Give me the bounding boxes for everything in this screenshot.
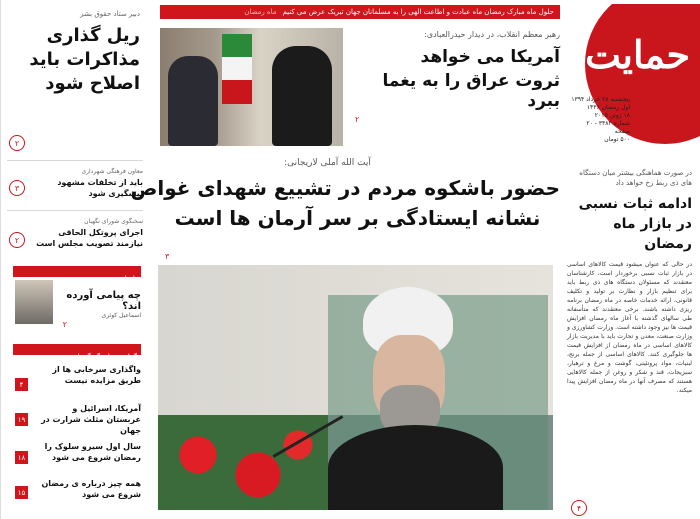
main-story-page[interactable]: ۳ [165, 252, 170, 261]
note-page[interactable]: ۲ [62, 320, 67, 329]
main-story-kicker: آیت الله آملی لاریجانی: [284, 158, 371, 168]
note-header [13, 266, 141, 283]
reports-label: گزارش ها و گفتگوها [77, 353, 137, 361]
top-story-page[interactable]: ۲ [355, 115, 360, 124]
right-column [563, 160, 700, 519]
flag [222, 34, 252, 104]
note-author: اسماعیل کوثری [101, 312, 141, 319]
brief-2 [31, 218, 143, 249]
ticker-text: حلول ماه مبارک رمضان ماه عبادت و اطاعت الهی را به مسلمانان جهان تبریک عرض می کنیم [282, 8, 554, 16]
top-story-photo [160, 28, 343, 146]
editorial-kicker: دبیر ستاد حقوق بشر [80, 10, 140, 18]
right-body: در حالی که عنوان میشود قیمت کالاهای اساسی در بازار ثبات نسبی برخوردار است، کارشناسان معتقدند که مسئولان دستگاه های ذی ربط باید برای تنظیم بازار و نظارت بر تولید و تکلیف قانونی، ارائه خدمات خاصه در ماه رمضان برنامه ریزی داشته باشند. برخی معتقدند که متأسفانه طی سالهای گذشته با آغاز ماه رمضان افزایش قیمت ها نیز وجود داشته است. وزارت کشاورزی و وزارت صنعت، معدن و تجارت باید با مدیریت بازار کالاهای اساسی در ماه رمضان از افزایش قیمت ها جلوگیری کنند. کالاهای اساسی از جمله برنج، لبنیات، مواد پروتئینی، گوشت و مرغ و ترهبار، سبزیجات، قند و شکر و روغن از جمله کالاهایی هستند که مصرف آنها در ماه رمضان افزایش پیدا میکند. [567, 261, 692, 394]
left-column [0, 0, 148, 519]
note-author-photo [15, 280, 53, 324]
brief-1-page[interactable]: ۳ [9, 180, 25, 196]
right-kicker: در صورت هماهنگی بیشتر میان دستگاه های ذی ربط رخ خواهد داد [579, 169, 692, 187]
flowers [158, 415, 328, 510]
person-left [168, 56, 218, 146]
brief-1-kicker: معاون فرهنگی شهرداری [81, 168, 143, 175]
report-text: آمریکا، اسرائیل و عربستان مثلث شرارت در جهان [41, 404, 141, 435]
brief-2-kicker: سخنگوی شورای نگهبان [84, 218, 143, 225]
report-text: همه چیز درباره ی رمضان شروع می شود [41, 479, 141, 499]
date-line-3: ۱۸ ژوئن ۲۰۱۵ [594, 112, 630, 119]
main-story-headline-1: حضور باشکوه مردم در تشییع شهدای غواص [130, 176, 560, 200]
ticker-tail: ماه رمضان [244, 8, 277, 16]
top-story-kicker: رهبر معظم انقلاب، در دیدار حیدرالعبادی: [424, 30, 560, 39]
report-text: واگذاری سرخابی ها از طریق مزایده نیست [52, 365, 141, 385]
right-page[interactable]: ۴ [571, 500, 587, 516]
note-label: یادداشت [112, 275, 137, 283]
report-page: ۱۹ [15, 413, 28, 426]
main-story-photo [158, 265, 553, 510]
note-title[interactable]: چه پیامی آورده اند؟ [66, 290, 141, 312]
brief-2-text[interactable]: اجرای پروتکل الحاقی نیازمند تصویب مجلس است [36, 228, 143, 248]
report-page: ۱۸ [15, 451, 28, 464]
divider [7, 160, 143, 161]
top-story-headline-1: آمریکا می خواهد [420, 47, 560, 67]
top-story [345, 28, 560, 146]
reports-header [13, 344, 141, 361]
main-story [130, 158, 560, 230]
masthead-date-block [570, 96, 630, 144]
brief-1 [31, 168, 143, 199]
speaker-robe [328, 425, 503, 510]
editorial-page[interactable]: ۲ [9, 135, 25, 151]
report-page: ۱۵ [15, 486, 28, 499]
person-right [272, 46, 332, 146]
brief-2-page[interactable]: ۲ [9, 232, 25, 248]
top-story-headline-2: ثروت عراق را به یغما ببرد [382, 71, 560, 111]
report-text: سال اول سیرو سلوک را رمضان شروع می شود [44, 442, 141, 462]
report-item[interactable] [13, 441, 141, 473]
ticker-bar [160, 5, 560, 19]
report-item[interactable] [13, 364, 141, 396]
right-headline: ادامه ثبات نسبی در بازار ماه رمضان [578, 196, 692, 252]
divider [7, 210, 143, 211]
date-line-4: شماره ۳۴۸۲ - ۲۰ صفحه [586, 120, 630, 135]
report-page: ۴ [15, 378, 28, 391]
date-line-2: اول رمضان ۱۴۳۶ [586, 104, 630, 111]
logo-text: حمایت [585, 32, 690, 77]
editorial-headline: ریل گذاری مذاکرات باید اصلاح شود [29, 25, 140, 94]
report-item[interactable] [13, 478, 141, 510]
main-story-headline-2: نشانه ایستادگی بر سر آرمان ها است [174, 206, 541, 230]
date-line-1: پنجشنبه ۲۸ خرداد ۱۳۹۴ [571, 96, 630, 103]
brief-1-text[interactable]: باید از تخلفات مشهود پیشگیری شود [57, 178, 143, 198]
report-item[interactable] [13, 403, 141, 435]
date-line-5: ۵۰۰ تومان [604, 136, 630, 143]
